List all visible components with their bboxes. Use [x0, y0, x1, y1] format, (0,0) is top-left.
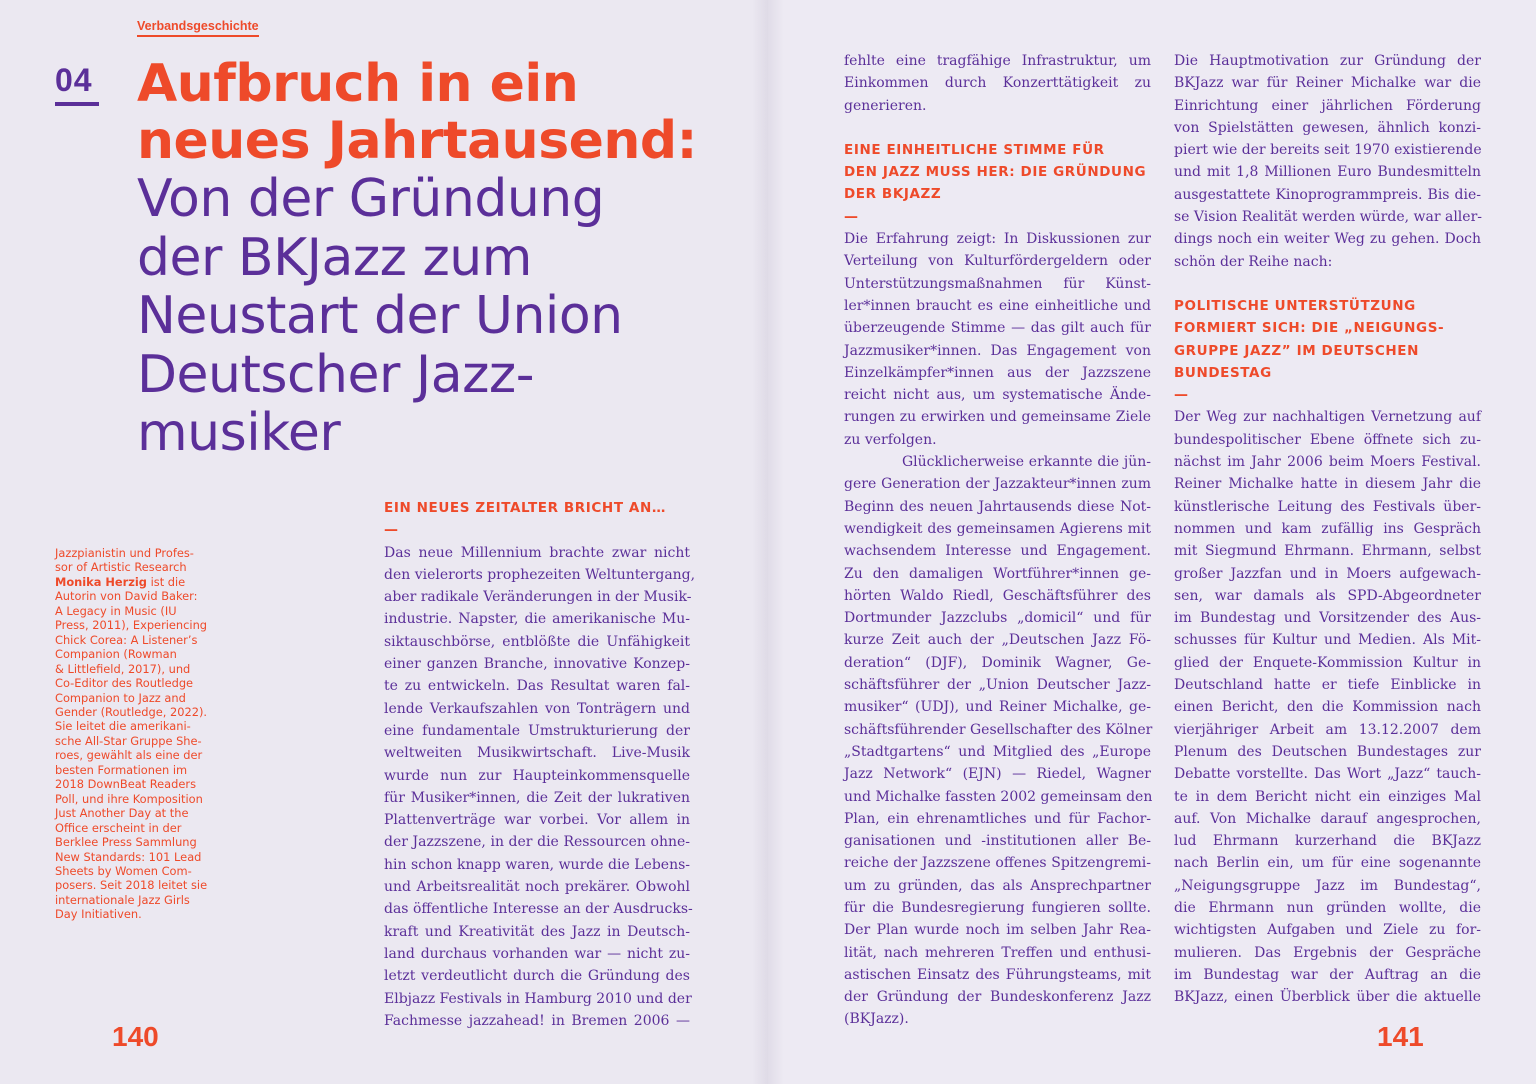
- section-heading: EINE EINHEITLICHE STIMME FÜR: [844, 141, 1105, 158]
- title-line: neues Jahrtausend:: [137, 111, 697, 171]
- text-line: für die Bundesregierung fungieren sollte.: [844, 899, 1151, 916]
- text-line: einen Bericht, den die Kommission nach: [1174, 699, 1481, 716]
- text-line: Der Weg zur nachhaltigen Vernetzung auf: [1174, 409, 1481, 426]
- page-gutter: [752, 0, 784, 1084]
- heading-dash: —: [384, 522, 398, 539]
- text-line: hin schon knapp waren, wurde die Lebens-: [384, 856, 690, 873]
- text-line: auf. Von Michalke darauf angesprochen,: [1174, 810, 1481, 827]
- text-line: und mit 1,8 Millionen Euro Bundesmitteln: [1174, 164, 1481, 181]
- bio-text: Jazzpianistin und Profes- sor of Artistic Research: [55, 546, 194, 575]
- text-line: ausgestattete Kinoprogrammpreis. Bis die-: [1174, 186, 1481, 203]
- text-line: dings noch ein weiter Weg zu gehen. Doch: [1174, 231, 1481, 248]
- text-line: künstlerische Leitung des Festivals über-: [1174, 498, 1481, 515]
- section-heading: FORMIERT SICH: DIE „NEIGUNGS-: [1174, 320, 1445, 337]
- paragraph-gap: [1174, 273, 1481, 295]
- text-line: musiker“ (UDJ), und Reiner Michalke, ge-: [844, 699, 1151, 716]
- text-line: reiche der Jazzszene offenes Spitzengremi-: [844, 855, 1151, 872]
- text-line: „Stadtgartens“ und Mitglied des „Europe: [844, 743, 1151, 760]
- text-line: siktauschbörse, entblößte die Unfähigkeit: [384, 633, 690, 650]
- text-line: Debatte vorstellte. Das Wort „Jazz“ tauch-: [1174, 766, 1481, 783]
- text-line: reicht nicht aus, um systematische Ände-: [844, 387, 1151, 404]
- paragraph-gap: [844, 117, 1151, 139]
- text-line: (BKJazz).: [844, 1011, 909, 1028]
- bio-text: ist die Autorin von David Baker: A Legacy in Music (IU Press, 2011), Experiencing Chick Corea: A Listener’s Companion (Rowman & Littlefield, 2017), und Co-Editor des Routledge Companion to Jazz and Gender (Routledge, 2022). Sie leitet die amerikani- sche All-Star Gruppe She- roes, gewählt als eine der besten Formationen im 2018 DownBeat Readers Poll, und ihre Komposition Just Another Day at the Office erscheint in der Berklee Press Sammlung New Standards: 101 Lead Sheets by Women Com- posers. Seit 2018 leitet sie internationale Jazz Girls Day Initiativen.: [55, 574, 208, 922]
- text-line: um zu gründen, das als Ansprechpartner: [844, 877, 1151, 894]
- text-line: Reiner Michalke hatte in diesem Jahr die: [1174, 476, 1481, 493]
- text-line: vierjähriger Arbeit am 13.12.2007 dem: [1174, 721, 1481, 738]
- text-line: lität, nach mehreren Treffen und enthusi-: [844, 944, 1151, 961]
- text-line: schusses für Kultur und Medien. Als Mit-: [1174, 632, 1481, 649]
- subtitle-line: der BKJazz zum: [137, 227, 532, 288]
- section-heading: GRUPPE JAZZ” IM DEUTSCHEN: [1174, 342, 1419, 359]
- text-line: ganisationen und -institutionen aller Be-: [844, 833, 1151, 850]
- text-line: der Jazzszene, in der die Ressourcen ohne-: [384, 834, 690, 851]
- text-line: Dortmunder Jazzclubs „domicil“ und für: [844, 610, 1151, 627]
- text-line: sen, war damals als SPD-Abgeordneter: [1174, 587, 1481, 604]
- text-line: ler*innen braucht es eine einheitliche und: [844, 297, 1151, 314]
- text-line: für Musiker*innen, die Zeit der lukrativen: [384, 789, 690, 806]
- text-line: Einzelkämpfer*innen aus der Jazzszene: [844, 364, 1151, 381]
- section-heading: EIN NEUES ZEITALTER BRICHT AN…: [384, 500, 666, 516]
- text-line: nommen und kam zufällig ins Gespräch: [1174, 520, 1481, 537]
- text-line: Elbjazz Festivals in Hamburg 2010 und der: [384, 990, 692, 1007]
- text-line: zu verfolgen.: [844, 431, 937, 448]
- text-line: den vielerorts prophezeiten Weltuntergang,: [384, 566, 696, 583]
- text-line: Beginn des neuen Jahrtausends diese Not-: [844, 498, 1151, 515]
- text-line: der Gründung der Bundeskonferenz Jazz: [844, 989, 1151, 1006]
- text-line: weltweiten Musikwirtschaft. Live-Musik: [384, 745, 690, 762]
- text-line: se Vision Realität werden würde, war aller-: [1174, 209, 1482, 226]
- subtitle-line: Von der Gründung: [137, 169, 605, 229]
- text-line: das öffentliche Interesse an der Ausdrucks-: [384, 901, 693, 918]
- text-line: und Arbeitsrealität noch prekärer. Obwohl: [384, 879, 690, 896]
- text-line: schäftsführer der „Union Deutscher Jazz-: [844, 677, 1151, 694]
- text-line: wurde nun zur Haupteinkommensquelle: [384, 767, 690, 784]
- text-line: Verteilung von Kulturfördergeldern oder: [844, 253, 1151, 270]
- text-line: großer Jazzfan und in Moers aufgewach-: [1174, 565, 1481, 582]
- subtitle-line: Neustart der Union: [137, 286, 623, 346]
- text-line: Die Hauptmotivation zur Gründung der: [1174, 53, 1481, 69]
- text-line: wichtigsten Aufgaben und Ziele zu for-: [1174, 922, 1481, 939]
- text-column-2: [844, 50, 1151, 1031]
- subtitle-line: Deutscher Jazz-: [137, 344, 534, 405]
- text-line: schön der Reihe nach:: [1174, 253, 1333, 270]
- chapter-number-underline: [55, 102, 99, 106]
- text-line: mit Siegmund Ehrmann. Ehrmann, selbst: [1174, 543, 1481, 560]
- text-line: mulieren. Das Ergebnis der Gespräche: [1174, 944, 1481, 961]
- author-name: Monika Herzig: [55, 574, 147, 589]
- author-bio: [55, 546, 221, 922]
- text-line: glied der Enquete-Kommission Kultur in: [1174, 654, 1481, 671]
- text-line: Plenum des Deutschen Bundestages zur: [1174, 743, 1481, 760]
- text-line: te in dem Bericht nicht ein einziges Mal: [1174, 788, 1481, 805]
- text-line: Der Plan wurde noch im selben Jahr Rea-: [844, 922, 1151, 939]
- text-line: gere Generation der Jazzakteur*innen zum: [844, 476, 1151, 493]
- text-line: überzeugende Stimme — das gilt auch für: [844, 320, 1151, 337]
- text-line: land durchaus vorhanden war — nicht zu-: [384, 945, 690, 962]
- text-line: Jazzmusiker*innen. Das Engagement von: [844, 342, 1151, 359]
- text-line: Fachmesse jazzahead! in Bremen 2006 —: [384, 1012, 690, 1029]
- text-line: fehlte eine tragfähige Infrastruktur, um: [844, 53, 1151, 69]
- section-heading: BUNDESTAG: [1174, 364, 1272, 381]
- text-line: Einrichtung einer jährlichen Förderung: [1174, 97, 1481, 114]
- heading-dash: —: [844, 208, 858, 225]
- text-line: lende Verkaufszahlen von Tonträgern und: [384, 700, 690, 717]
- section-heading: DEN JAZZ MUSS HER: DIE GRÜNDUNG: [844, 164, 1147, 181]
- text-line: Deutschland hatte er tiefe Einblicke in: [1174, 677, 1481, 694]
- text-line: Glücklicherweise erkannte die jün-: [902, 454, 1151, 471]
- text-line: wendigkeit des gemeinsamen Agierens mit: [844, 520, 1151, 537]
- subtitle-line: musiker: [137, 403, 341, 463]
- text-line: und Michalke fassten 2002 gemeinsam den: [844, 788, 1153, 805]
- chapter-number: 04: [55, 62, 93, 98]
- text-line: „Neigungsgruppe Jazz im Bundestag“,: [1174, 877, 1481, 894]
- text-line: im Bundestag war der Auftrag an die: [1174, 966, 1481, 983]
- text-line: te zu entwickeln. Das Resultat waren fal-: [384, 678, 690, 695]
- text-line: aber radikale Veränderungen in der Musik-: [384, 589, 692, 606]
- text-line: eine fundamentale Umstrukturierung der: [384, 722, 690, 739]
- text-line: hörten Waldo Riedl, Geschäftsführer des: [844, 587, 1151, 604]
- text-line: BKJazz, einen Überblick über die aktuelle: [1174, 989, 1481, 1006]
- page-number-left: 140: [112, 1021, 159, 1052]
- text-line: nach Berlin ein, um für eine sogenannte: [1174, 855, 1481, 872]
- text-line: industrie. Napster, die amerikanische Mu-: [384, 611, 690, 628]
- text-line: rungen zu erwirken und gemeinsame Ziele: [844, 409, 1151, 426]
- text-line: lud Ehrmann kurzerhand die BKJazz: [1174, 833, 1481, 850]
- text-line: nächst im Jahr 2006 beim Moers Festival.: [1174, 454, 1481, 471]
- text-line: im Bundestag und Vorsitzender des Aus-: [1174, 610, 1481, 627]
- text-line: generieren.: [844, 97, 927, 114]
- section-tag: Verbandsgeschichte: [137, 19, 259, 37]
- text-line: letzt verdeutlicht durch die Gründung des: [384, 968, 690, 985]
- text-line: piert wie der bereits seit 1970 existierende: [1174, 142, 1482, 159]
- heading-dash: —: [1174, 387, 1188, 404]
- text-line: deration“ (DJF), Dominik Wagner, Ge-: [844, 654, 1151, 671]
- text-line: kraft und Kreativität des Jazz in Deutsch-: [384, 923, 690, 940]
- page-number-right: 141: [1377, 1021, 1424, 1052]
- text-line: Die Erfahrung zeigt: In Diskussionen zur: [844, 231, 1151, 248]
- text-line: Das neue Millennium brachte zwar nicht: [384, 544, 690, 561]
- section-heading: POLITISCHE UNTERSTÜTZUNG: [1174, 297, 1416, 314]
- text-line: bundespolitischer Ebene öffnete sich zu-: [1174, 431, 1481, 448]
- text-line: Jazz Network“ (EJN) — Riedel, Wagner: [844, 766, 1151, 783]
- text-line: schäftsführender Gesellschafter des Kölner: [844, 721, 1153, 738]
- text-line: Plan, ein ehrenamtliches und für Fachor-: [844, 810, 1151, 827]
- text-line: BKJazz war für Reiner Michalke war die: [1174, 75, 1481, 92]
- text-line: Zu den damaligen Wortführer*innen ge-: [844, 565, 1151, 582]
- text-line: einer ganzen Branche, innovative Konzep-: [384, 656, 690, 673]
- chapter-title: [137, 56, 737, 463]
- text-line: die Ehrmann nun gründen wollte, die: [1174, 899, 1481, 916]
- text-line: Einkommen durch Konzerttätigkeit zu: [844, 75, 1151, 92]
- text-line: Unterstützungsmaßnahmen für Künst-: [844, 275, 1151, 292]
- text-line: kurze Zeit auch der „Deutschen Jazz Fö-: [844, 632, 1151, 649]
- text-column-3: [1174, 50, 1481, 1008]
- section-heading: DER BKJAZZ: [844, 186, 942, 203]
- text-line: astischen Einsatz des Führungsteams, mit: [844, 966, 1151, 983]
- text-line: wachsendem Interesse und Engagement.: [844, 543, 1151, 560]
- title-line: Aufbruch in ein: [137, 54, 579, 114]
- text-column-1: [384, 497, 696, 1032]
- text-line: von Spielstätten gewesen, ähnlich konzi-: [1174, 119, 1481, 136]
- text-line: Plattenverträge war vorbei. Vor allem in: [384, 812, 690, 829]
